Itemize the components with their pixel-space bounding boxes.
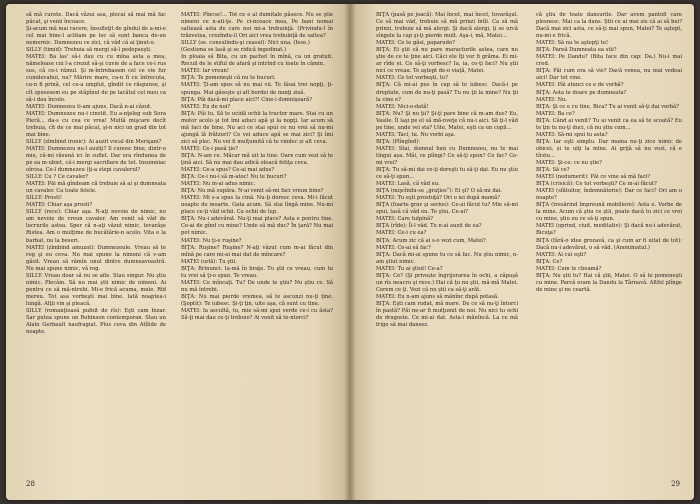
right-page (350, 4, 694, 500)
right-page-number: 29 (671, 480, 680, 488)
paragraph: MATEI: Lasă, că văd eu. (376, 181, 440, 188)
paragraph: MATEI: Cum te cheamă? (536, 265, 602, 272)
paragraph: BIŢA: Nu mă supăra. N-ai venit să-mi faci vreun bine? (181, 188, 324, 195)
left-page (6, 4, 350, 500)
paragraph: să mă curete. Dacă văzui asa, plecai să mai mă fac păcat, şi venii încoace. (26, 12, 166, 26)
paragraph: MATEI: Ce tot vorbeşti, tu? (376, 75, 448, 82)
paragraph: (Gestiona se lasă şi se ridică ingedinat.) (181, 47, 287, 54)
paragraph: SILLY: Cu ? Ce cavaler? (26, 174, 89, 181)
paragraph: MATEI: Nici-o-dată! (376, 103, 429, 110)
paragraph: BIŢA (crisică): Ce tot vorbeşti? Ce m-ai făcut? (536, 181, 657, 188)
paragraph: BIŢA: Tu să-mi dai ce-ţi doreşti tu să-ţi dai. Eu nu ştiu ce să-ţi spun... (376, 167, 518, 181)
paragraph: MATEI: Nu. (536, 96, 567, 103)
paragraph: MATEI: Care tulpină? (376, 216, 434, 223)
paragraph: BIŢA: Acum zic că ai s-o vezi cum, Matei? (376, 237, 486, 244)
paragraph: MATEI: Nu m-ai adus nimic. (181, 181, 256, 188)
paragraph: MATEI: Nu ţi-e ruşine? (181, 237, 242, 244)
open-book (6, 4, 694, 500)
left-column-1 (26, 12, 166, 336)
paragraph: BIŢA: Nu? Şi nu ţii? Şi-ţi pare bine că m-am dus? Eu, Vasile. Îl laşi pe el să mă-nveţe că nu-i aici. Să ţi-l văd pe tine, unde vei sta? Uite, Matei, eşti ca un copil... (376, 110, 518, 131)
paragraph: BIŢA: Ei ştii că nu pare maracturile astea, care nu ştie de ce te ţine aici. Căci ele îţi vor fi grăma. Ei mi-ar rîde ei. Ce să-ţi vorbesc? Ia, ia, ce-ţi faci? Nu ştii nici ce vreau. Te aştept de-o viaţă, Matei. (376, 47, 518, 75)
paragraph: MATEI: Dumnezeu nu-l auziţi? Il cunosc bine, dintr-o mie, că-mi răsună ici în suflet. Dar era rîndunea de pe ea m-ubiet, că-i mergi sacrifiare de tot. Insomniac oîrcea. Ce-l dumnezeu (ţi-a stepi cavalerul? (26, 145, 166, 174)
paragraph: BIŢA: Păi cum era să vie? Dacă venea, nu mai vedeai aici! Dar tot vine. (536, 68, 682, 82)
paragraph: MATEI: Ba las' să-i dau cu cu mîna asta a mea, nămeloase cui l-a crezut să-şi cuvie de a face ce-i rus sus, că ce-i rămul. Şi m-întrebasem cel ce vie fur cumdevahui, nu? Mărire mare, ca-n fi cu întrecuta, ca-n fi prină, cel ce-a umplut, gîndit ce răspunse, şi cît spusesem eu pe stăpînul de pe lacătul cel meu ca să-i dau încolo. (26, 54, 166, 103)
paragraph: BIŢA: Ce? (Şi privește îngrijorarea în ochi, a căpuşă un rîs neacru şi rece.) Hai că ţu nu ştii, mă-mă Matei. Cerem ce ţi. Vezi că nu ştii ca să-ţi arăt. (376, 272, 518, 293)
paragraph: SILLY (timid): Trebuia să mergi să-l pedepseşti. (26, 47, 152, 54)
paragraph: Şi-acum mă mai racere, însufleţit de gîndul de a-mi-e cel mai bine-l aclitam pe loc să sunt banca de-un nemernic. Dumnezeu ce zici, că văd că ai ţinut-o. (26, 26, 166, 47)
paragraph: MATEI: Tu ai ştiut! Ce-a? (376, 265, 443, 272)
paragraph: BIŢA (rîde): Îi-l văd. Tu n-ai auzit de ea? (376, 223, 482, 230)
paragraph: MATEI: Păi atunci ce e de vorbă? (536, 82, 624, 89)
paragraph: SILLY (se. consulindu-şi ceasul): Nici una. (Iese.) (181, 40, 310, 47)
paragraph: BIŢA: Păi tu. Să te ucidă ochii la tractor mare. Stai cu un motor acolo şi tot îmi aduci apă şi la nopţi. Iar acum să mă faci de bine. Nu aci ce stai spui ce nu vrei să nu-mi ajungă lă frătzuri? Ce vei aduce apă se mai zici? Şi îmi zici să plec. Nu vei fi mulţumită că te vindec și alt ceva. (181, 110, 333, 145)
paragraph: MATEI (urlă): Tu ştii. (181, 258, 237, 265)
paragraph: MATEI (oprind, ciuit, meditativ): Şi dacă nu-i adevărat, Bicuţa? (536, 223, 682, 237)
paragraph: MATEI: Ce te găsi, paparudo? (376, 40, 455, 47)
paragraph: MATEI: Să-mi spui tu asta? (536, 131, 608, 138)
paragraph: BIŢA: Ce? (536, 258, 563, 265)
left-column-2 (181, 12, 333, 322)
paragraph: MATEI: Ai cui eşti? (536, 251, 587, 258)
paragraph: MATEI: Ce-i pasă ţie? (181, 145, 238, 152)
paragraph: MATEI (nedumerit): Păi ce vine să mă faci? (536, 174, 651, 181)
paragraph: SILLY (romanţioasă pufnit de rîs): Eşti cam bizar. Sar putea spune un Robinson contemporan. Stau un Alain Gerbault naufragiat. Plus ceva din Atîlide de noapte. (26, 307, 166, 336)
paragraph: că ştiu de toate dansurile. Dar avem pantofi care plesnesc. Mai ca la dans. Știi ce ai mai zis că ai să bei? Dacă mai zici asta, ce să-ţi mai spun, Matei? Te aştept, nu-mi e frică. (536, 12, 682, 40)
paragraph: SILLY (zîmbind ironic): Ai auzit vocal din Merişani? (26, 138, 162, 145)
paragraph: MATEI (zîmbind amuzat): Dumnezeule. Vreau să te rog şi eu ceva. Nu mai spune la nimeni că v-am găsit. Vreau să rămîn unul dintre dumneavoastră. Nu mai spune nimic, vă rog. (26, 244, 166, 272)
paragraph: MATEI: Chiar aşa prosti? (26, 202, 93, 209)
book-spine (344, 4, 356, 500)
paragraph: BIŢA (pasă pe joacă): Mai încet, mai încet, tovarăşul. Ce să mai văd, trebuie să mă prinzi întîi. Ca să mă prinzi, trebuie să mă alergi. Şi dacă alergi, ţi se urcă sîngele la cap şi-ţi pierde mult. Aşa-i, mă, Matei... (376, 12, 518, 40)
paragraph: MATEI: Ce-ai să fac? (376, 244, 431, 251)
paragraph: BIŢA: Când ai venit? Tu ai venit ca ea să te scoată? Eu te ţin tu nu-ţi duci, că nu ştiu cum... (536, 117, 682, 131)
paragraph: In ploaia să Bita, cu un pachet în mînă, ca un gratuit. Recuil de le stiful de afară şi intrînd cu toate în cămin. (181, 54, 333, 68)
paragraph: BIŢA: Dacă mi-ai spune tu ce să fac. Nu ştiu nimic, n-am ştiut nimic. (376, 251, 518, 265)
paragraph: MATEI: Să nu te aştepţi tu! (536, 40, 609, 47)
paragraph: SILLY (rece): Chiar aşa. N-aţi nevoie de nimic, nu am nevoie de vreun cavaler. Am venit să văd de lucrurile astea. Sper că n-aţi văzut nimic, tovarăşe Ristea. Am o mulţime de bucătărie-n acolo. Vita e la barbat, nu la beseri. (26, 209, 166, 244)
paragraph: MATEI: Pîncse!... Tot ce e al dumitale păsece. Nu se ştie nimeni ce n-ati-ţe. Pe ci-ncoace mea, Pe bani nomai saltează asta de care noi mi-a trebuinţă. (Privindu-l în trăzvetea, crezîndu-l) Ori aici vrea trebuinţă de saltea? (181, 12, 333, 40)
paragraph: MATEI: Tu eşti prostuţă? Ori o iei după mamă? (376, 195, 501, 202)
paragraph: BIŢA: Nu ştii tu? Hai că ştii, Matei. O să te pomeneşti cu mine. Parcă eram la Dandu la Târnavă. Altfel plînge de mine şi ne ceartă. (536, 272, 682, 293)
paragraph: SILLY: Prosti! (26, 195, 62, 202)
paragraph: SILLY: Vreau doar să nu se afle. Stau singur. Nu ştiu nimic. Plecăm. Să nu mai ştii nimic de nimeni. Ai pentru ce să mă-ntrebi. Mi-e frică acuma, muie. Rîd mereu. Tot asa vorbeşti mai bine. Iată noaptea-i lungă. Alţii vin şi pleacă. (26, 272, 166, 307)
paragraph: MATEI: Pe Dandu? (Bita face din cap: Da.) Nu-i mai cred. (536, 54, 682, 68)
paragraph: BIŢA: Nu mai pierde vremea, să te ascunzi nu-ţi ține. (Şoptit): Te iubesc. Şi-ţi ţin, uite aşa, că sunt cu tine. (181, 293, 333, 307)
paragraph: BIŢA: Nu-i adevărat. Nu-ţi mai place? Asta e pentru tine. Ce-ai de gînd cu mine? Unde să mă duc? În ţară? Nu mai pot nimic. (181, 216, 333, 237)
paragraph: MATEI: Ia ascultă, tu, mie să-mi spui verde ce-i cu ăsta? Să-ţi mai dau ce-ţi trebuie? Ai venit să te-ntorci? (181, 307, 333, 322)
paragraph: BIŢA: Brinunci. Ia-mă în braţe. Tu ştii ce vreau, cum tu tu vrei să ţi-o spun. Te vreau. (181, 265, 333, 279)
paragraph: BIŢA: Te pomeneşti că nu te bucuri. (181, 75, 276, 82)
paragraph: MATEI: Eu n-am ajuns să mănînc după potasă. (376, 293, 499, 300)
paragraph: BIŢA: Păi dacă-mi place aici?! Cine-i domnişoară? (181, 96, 312, 103)
paragraph: BIŢA (fără-o idee grozavă, ca şi cum ar fi uitat de tot): Dacă nu-i adevărat, o să văd. (Anonimatul.) (536, 237, 682, 251)
paragraph: MATEI: Dumnezeu ti-am ajuns. Dacă n-ai căzut. (26, 103, 152, 110)
paragraph: MATEI: Ce-i cu ea? (376, 230, 427, 237)
paragraph: MATEI: Taci, tu. Nu vorbi aşa. (376, 131, 456, 138)
paragraph: MATEI: Dumnezeu nu-i cinstit. Eu a-nţeleg sub Sora Pieră... da-s cu cea ce vrea! Multă mişcare decît trebuia, cît de ce mai păcat, şi-n nici un grad din tot mai bine. (26, 110, 166, 138)
right-column-2 (536, 12, 682, 294)
paragraph: BIŢA (foarte grav şi serios): Ce-ai făcut tu? Mie să-mi spui, lasă că văd eu. Te ştiu. Ce-ai? (376, 202, 518, 216)
left-page-number: 28 (26, 480, 35, 488)
paragraph: MATEI: Ce mîncaţi. Tu? De unde te ştiu? Nu ştiu ce. Să nu mă întrebi. (181, 279, 333, 293)
paragraph: BIŢA: Pareă Dumneata ea stii? (536, 47, 617, 54)
paragraph: MATEI: Iar vreun! (181, 68, 229, 75)
paragraph: BIŢA: Că mi-ai pus în cap să te iubesc. Dacă-i pe dreptate, cum de nu-ţi pasă? Tu nu ţii la mine? Nu ţii la cine e? (376, 82, 518, 103)
paragraph: BIŢA: Ruşine? Ruşine? N-aţi văzut cum m-ai făcut din mînă pe care mi-ai mai dat de mîncare? (181, 244, 333, 258)
paragraph: MATEI: Ce-a spus? Ce-ai mai adus? (181, 167, 275, 174)
paragraph: MATEI: Păi mă gîndeam că trebuie să ai şi dumneata un cavaler. Ca toate fetele. (26, 181, 166, 195)
paragraph: MATEI: Ba ce? (536, 110, 575, 117)
right-column-1 (376, 12, 518, 329)
paragraph: MATEI: Ţi-am spus să nu mai vii. Te lăsai trei nopţi, ţi-spunga. Mai găseşte şi alt bordei de nunţi zisă. (181, 82, 333, 96)
paragraph: MATEI: Mi s-a spus la cină. Nu-ţi doresc ceva. Mi-i făcut noapte de moarte. Gata acum. Să stai lîngă mine. Nu-mi place ce-ţi văd ochii. Ca ochii de lup. (181, 195, 333, 216)
paragraph: MATEI: Stai, domnul bun cu Dumnezeu, nu te mai tîngui așa. Măi, ce plîngi? Ce să-ţi spun? Ce fac? Ce-mi vrei? (376, 145, 518, 166)
paragraph: BIŢA: Asta te doare pe dumneata? (536, 89, 627, 96)
paragraph: BIŢA (mişcîndu-se „graţios“): Ei şi? O să-mi dai. (376, 188, 503, 195)
paragraph: BIŢA: N-am ce. Măcar mă uit la tine. Oare cum vezi să te ţină aici. Să nu mai dau adică oleacă fetiţa ceva. (181, 152, 333, 166)
paragraph: MATEI: Eu de noi? (181, 103, 231, 110)
paragraph: MATEI: Şi-ce: ce nu ştie? (536, 159, 603, 166)
paragraph: BIŢA: Ce-i nu-i să m-atoc! Nu te bucuri? (181, 174, 287, 181)
paragraph: BIŢA (tresărind împreună mobiliere): Asta e. Vorbe de la mine. Acum că ştiu ce ştii, poate dacă tu zici ce vrei cu mine, ştiu eu ce să-ţi spun. (536, 202, 682, 223)
paragraph: BIŢA: (Plîngînd): (376, 138, 421, 145)
paragraph: BIŢA: Iar eşti simplu. Dar mama nu-ţi zice nimic de obicei, și te uiţi la mine. Ai grijă să nu vezi, că e tîrziu... (536, 138, 682, 159)
paragraph: BIŢA: Să ce? (536, 167, 570, 174)
paragraph: BIŢA: Şi ce e cu tine, Bica? Tu ai venit să-ţi dai vorbă? (536, 103, 679, 110)
paragraph: BIŢA: Eşti cam rudat, mă mare. De ce să nu-ţi întorci în pastă? Păi ne-ar fi mulţumit de noi. Nu nici tu ochi de dragoste. Ce mi-ai dat. Asta-i mănîncă. La ce mă frige să mai dansez. (376, 300, 518, 329)
paragraph: MATEI (sfătuitor, îndemnătorie): Dar ce faci? Ori am o noapte? (536, 188, 682, 202)
